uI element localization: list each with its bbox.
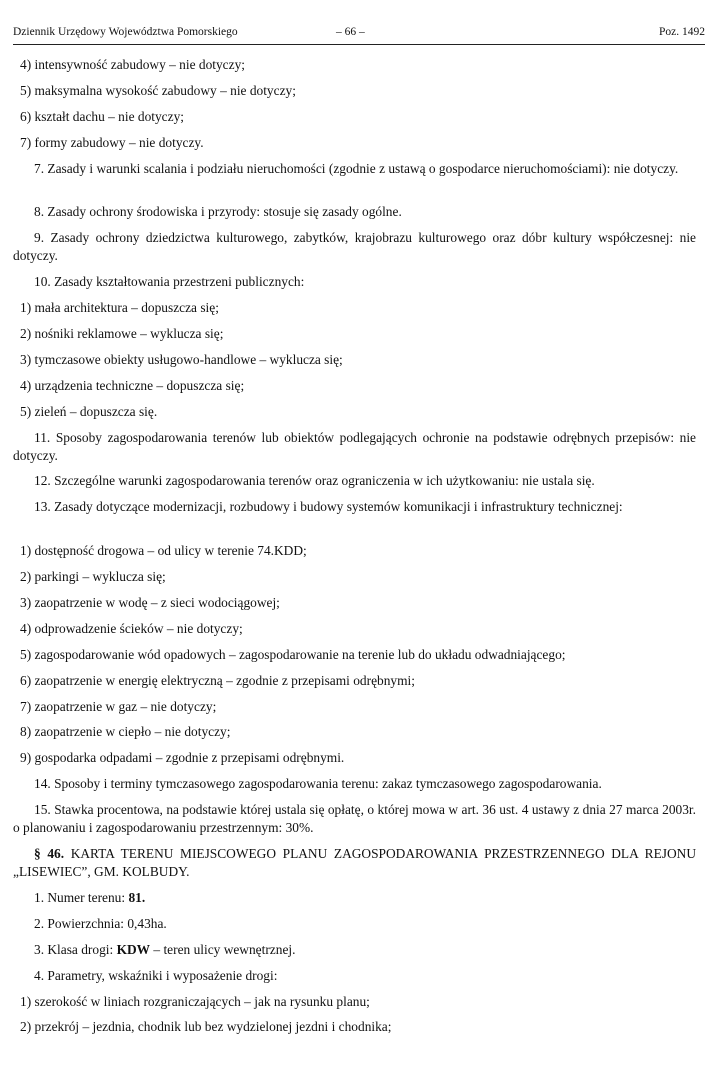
page-header xyxy=(13,26,705,42)
paragraph: 10. Zasady kształtowania przestrzeni publicznych: xyxy=(34,274,305,290)
header-rule xyxy=(13,44,705,45)
list-item: 5) zieleń – dopuszcza się. xyxy=(20,403,158,419)
list-item: 2) parkingi – wyklucza się; xyxy=(20,569,166,585)
area-number: 81. xyxy=(128,889,146,905)
document-body xyxy=(13,56,696,1044)
section-heading xyxy=(13,845,696,881)
list-item: 1) szerokość w liniach rozgraniczających – jak na rysunku planu; xyxy=(20,993,370,1009)
list-item: 3) zaopatrzenie w wodę – z sieci wodociągowej; xyxy=(20,595,280,611)
list-item: 6) kształt dachu – nie dotyczy; xyxy=(20,108,184,124)
list-item: 9) gospodarka odpadami – zgodnie z przepisami odrębnymi. xyxy=(20,750,345,766)
paragraph: 7. Zasady i warunki scalania i podziału nieruchomości (zgodnie z ustawą o gospodarce nieruchomościami): nie dotyczy. xyxy=(34,160,679,176)
list-item: 3) tymczasowe obiekty usługowo-handlowe – wyklucza się; xyxy=(20,351,343,367)
position-number: Poz. 1492 xyxy=(659,26,705,38)
section-number: § 46. xyxy=(34,846,65,862)
list-item: 1) mała architektura – dopuszcza się; xyxy=(20,300,219,316)
list-item: 4) odprowadzenie ścieków – nie dotyczy; xyxy=(20,620,243,636)
paragraph xyxy=(13,941,696,959)
item-text: – teren ulicy wewnętrznej. xyxy=(153,941,296,957)
paragraph: 14. Sposoby i terminy tymczasowego zagospodarowania terenu: zakaz tymczasowego zagospodarowania. xyxy=(34,776,602,792)
paragraph: 12. Szczególne warunki zagospodarowania terenów oraz ograniczenia w ich użytkowaniu: nie ustala się. xyxy=(34,473,595,489)
list-item: 4) intensywność zabudowy – nie dotyczy; xyxy=(20,57,245,72)
item-label: 3. Klasa drogi: xyxy=(34,941,114,957)
item-label: 1. Numer terenu: xyxy=(34,889,126,905)
paragraph xyxy=(13,889,696,907)
list-item: 2) nośniki reklamowe – wyklucza się; xyxy=(20,326,224,342)
page-number: – 66 – xyxy=(336,26,365,38)
road-class: KDW xyxy=(116,941,151,957)
list-item: 4) urządzenia techniczne – dopuszcza się; xyxy=(20,377,245,393)
paragraph: 15. Stawka procentowa, na podstawie której ustala się opłatę, o której mowa w art. 36 ust. 4 ustawy z dnia 27 marca 2003r. o planowaniu i zagospodarowaniu przestrzennym: 30%. xyxy=(13,802,696,836)
section-title: KARTA TERENU MIEJSCOWEGO PLANU ZAGOSPODAROWANIA PRZESTRZENNEGO DLA REJONU „LISEWIEC”, GM. KOLBUDY. xyxy=(13,846,696,880)
list-item: 1) dostępność drogowa – od ulicy w terenie 74.KDD; xyxy=(20,543,307,559)
paragraph: 11. Sposoby zagospodarowania terenów lub obiektów podlegających ochronie na podstawie odrębnych przepisów: nie dotyczy. xyxy=(13,429,696,463)
paragraph: 13. Zasady dotyczące modernizacji, rozbudowy i budowy systemów komunikacji i infrastruktury technicznej: xyxy=(34,499,623,515)
list-item: 5) zagospodarowanie wód opadowych – zagospodarowanie na terenie lub do układu odwadniającego; xyxy=(20,646,566,662)
paragraph: 8. Zasady ochrony środowiska i przyrody: stosuje się zasady ogólne. xyxy=(34,204,402,220)
paragraph: 9. Zasady ochrony dziedzictwa kulturowego, zabytków, krajobrazu kulturowego oraz dóbr kultury współczesnej: nie dotyczy. xyxy=(13,230,696,264)
list-item: 7) formy zabudowy – nie dotyczy. xyxy=(20,134,204,150)
list-item: 2) przekrój – jezdnia, chodnik lub bez wydzielonej jezdni i chodnika; xyxy=(20,1019,392,1035)
paragraph: 2. Powierzchnia: 0,43ha. xyxy=(34,915,167,931)
list-item: 6) zaopatrzenie w energię elektryczną – zgodnie z przepisami odrębnymi; xyxy=(20,672,415,688)
paragraph: 4. Parametry, wskaźniki i wyposażenie drogi: xyxy=(34,967,278,983)
journal-title: Dziennik Urzędowy Województwa Pomorskiego xyxy=(13,26,238,38)
list-item: 8) zaopatrzenie w ciepło – nie dotyczy; xyxy=(20,724,231,740)
list-item: 5) maksymalna wysokość zabudowy – nie dotyczy; xyxy=(20,82,296,98)
list-item: 7) zaopatrzenie w gaz – nie dotyczy; xyxy=(20,698,217,714)
